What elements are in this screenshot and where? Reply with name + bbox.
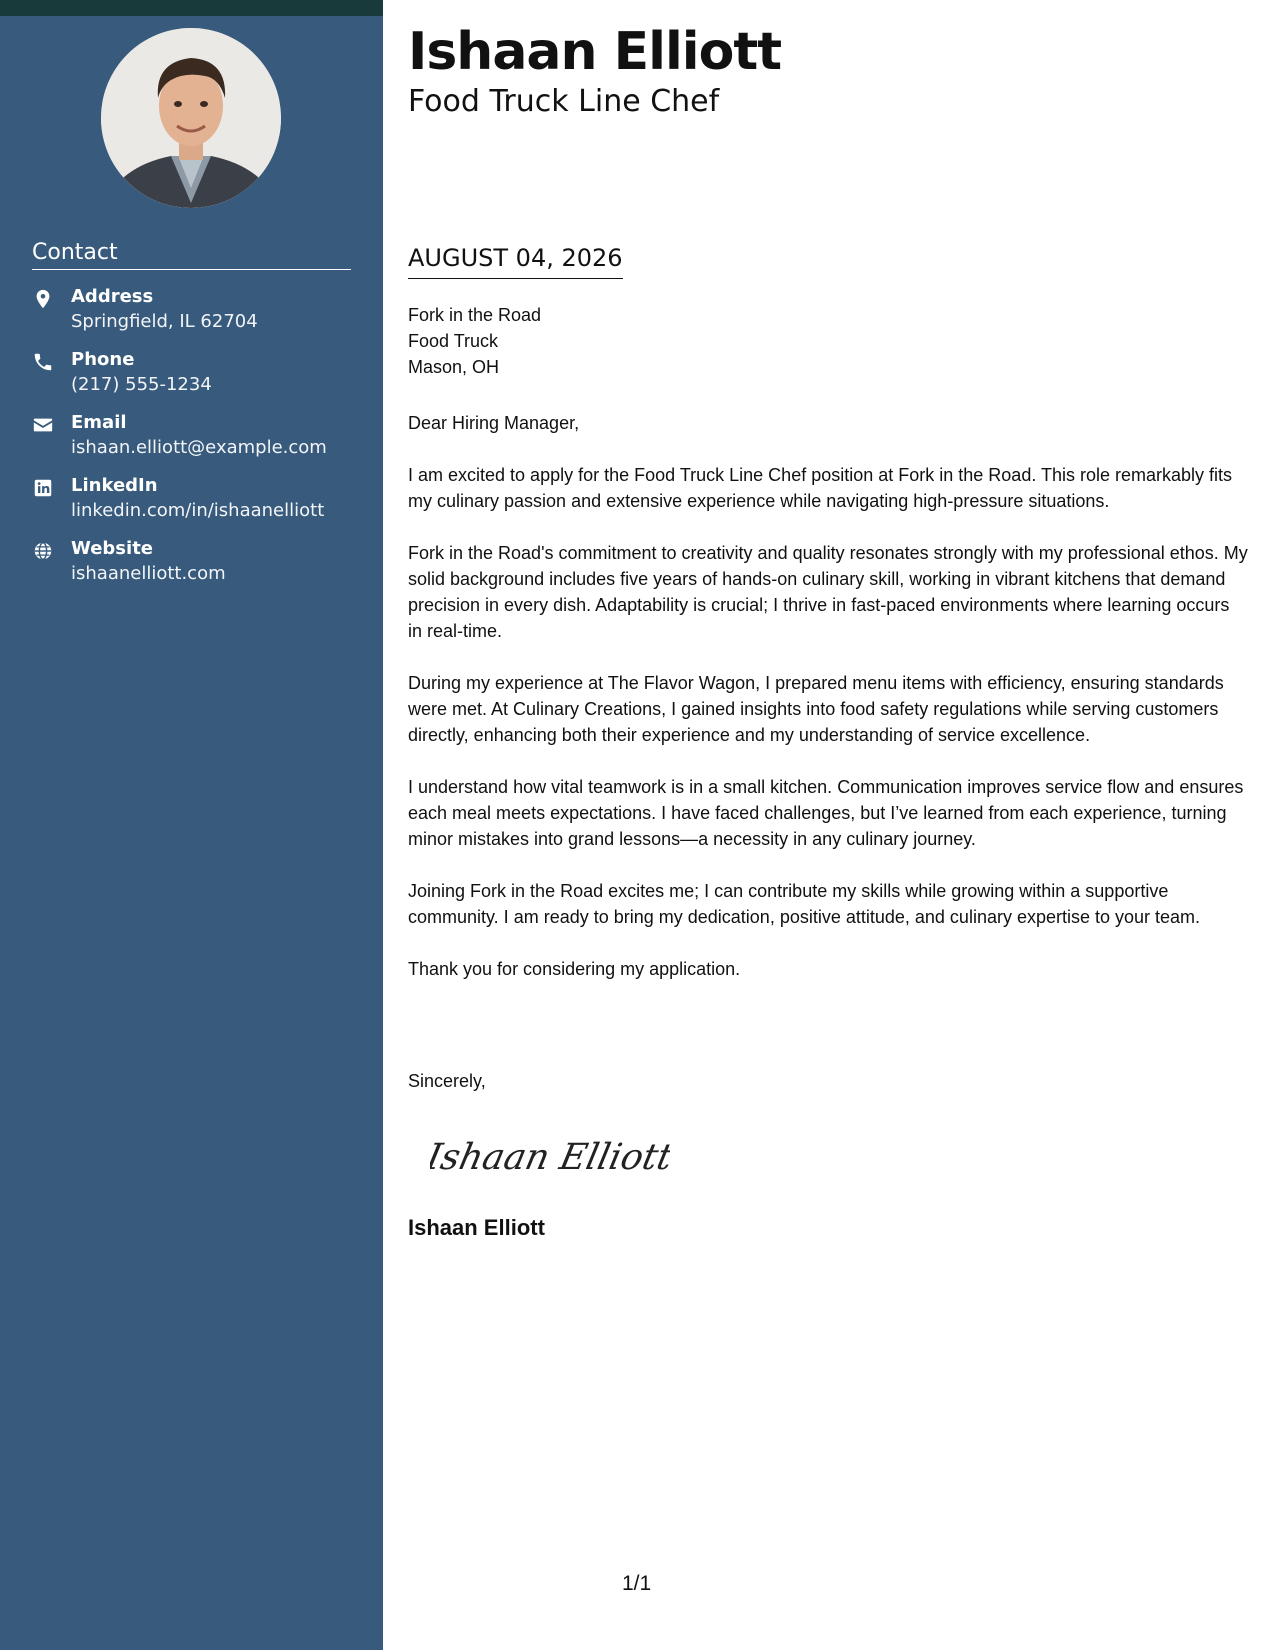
contact-item-address: [32, 286, 362, 349]
website-link[interactable]: ishaanelliott.com: [71, 563, 226, 584]
body-paragraph: Joining Fork in the Road excites me; I can contribute my skills while growing within a supportive community. I am ready to bring my dedication, positive attitude, and culinary expertise to your team.: [408, 881, 1201, 927]
signed-name: Ishaan Elliott: [408, 1215, 545, 1240]
contact-label: Email: [71, 412, 127, 433]
body-paragraph: During my experience at The Flavor Wagon, I prepared menu items with efficiency, ensuring standards were met. At Culinary Creations, I gained insights into food safety regulations while serving customers directly, enhancing both their experience and my understanding of service excellence.: [408, 673, 1224, 745]
contact-item-website: [32, 538, 362, 601]
email-link[interactable]: ishaan.elliott@example.com: [71, 437, 327, 458]
contact-label: Phone: [71, 349, 135, 370]
signature-text: Ishaan Elliott: [430, 1135, 670, 1178]
handwritten-signature: [430, 1125, 670, 1190]
contact-label: Address: [71, 286, 154, 307]
linkedin-link[interactable]: linkedin.com/in/ishaanelliott: [71, 500, 325, 521]
job-title: Food Truck Line Chef: [408, 84, 720, 119]
avatar: [101, 28, 281, 208]
thank-you-line: Thank you for considering my application.: [408, 959, 741, 979]
recipient-block: [408, 302, 541, 380]
salutation: Dear Hiring Manager,: [408, 413, 580, 433]
map-pin-icon: [32, 288, 54, 310]
globe-icon: [32, 540, 54, 562]
body-paragraph: I understand how vital teamwork is in a small kitchen. Communication improves service flow and ensures each meal meets expectations. I have faced challenges, but I’ve learned from each experience, turning minor mistakes into grand lessons—a necessity in any culinary journey.: [408, 777, 1244, 849]
contact-item-linkedin: [32, 475, 362, 538]
phone-icon: [32, 351, 54, 373]
body-paragraph: I am excited to apply for the Food Truck Line Chef position at Fork in the Road. This role remarkably fits my culinary passion and extensive experience while navigating high-pressure situations.: [408, 465, 1233, 511]
contact-item-phone: [32, 349, 362, 412]
page-number: 1/1: [622, 1572, 652, 1595]
phone-value: (217) 555-1234: [71, 374, 212, 395]
contact-label: Website: [71, 538, 154, 559]
body-paragraph: Fork in the Road's commitment to creativity and quality resonates strongly with my professional ethos. My solid background includes five years of hands-on culinary skill, working in vibrant kitchens that demand precision in every dish. Adaptability is crucial; I thrive in fast-paced environments where learning occurs in real-time.: [408, 543, 1248, 641]
applicant-name: Ishaan Elliott: [408, 22, 782, 82]
contact-heading: Contact: [32, 240, 351, 270]
contact-list: [32, 286, 362, 601]
letter-date: AUGUST 04, 2026: [408, 244, 623, 279]
address-value: Springfield, IL 62704: [71, 311, 258, 332]
sidebar: [0, 0, 383, 1650]
recipient-department: Food Truck: [408, 331, 499, 351]
envelope-icon: [32, 414, 54, 436]
recipient-location: Mason, OH: [408, 357, 500, 377]
linkedin-icon: [32, 477, 54, 499]
contact-label: LinkedIn: [71, 475, 158, 496]
recipient-company: Fork in the Road: [408, 305, 542, 325]
letter-body: [408, 410, 1248, 1008]
contact-item-email: [32, 412, 362, 475]
closing: Sincerely,: [408, 1071, 486, 1091]
sidebar-top-bar: [0, 0, 383, 16]
avatar-portrait-icon: [101, 28, 281, 208]
